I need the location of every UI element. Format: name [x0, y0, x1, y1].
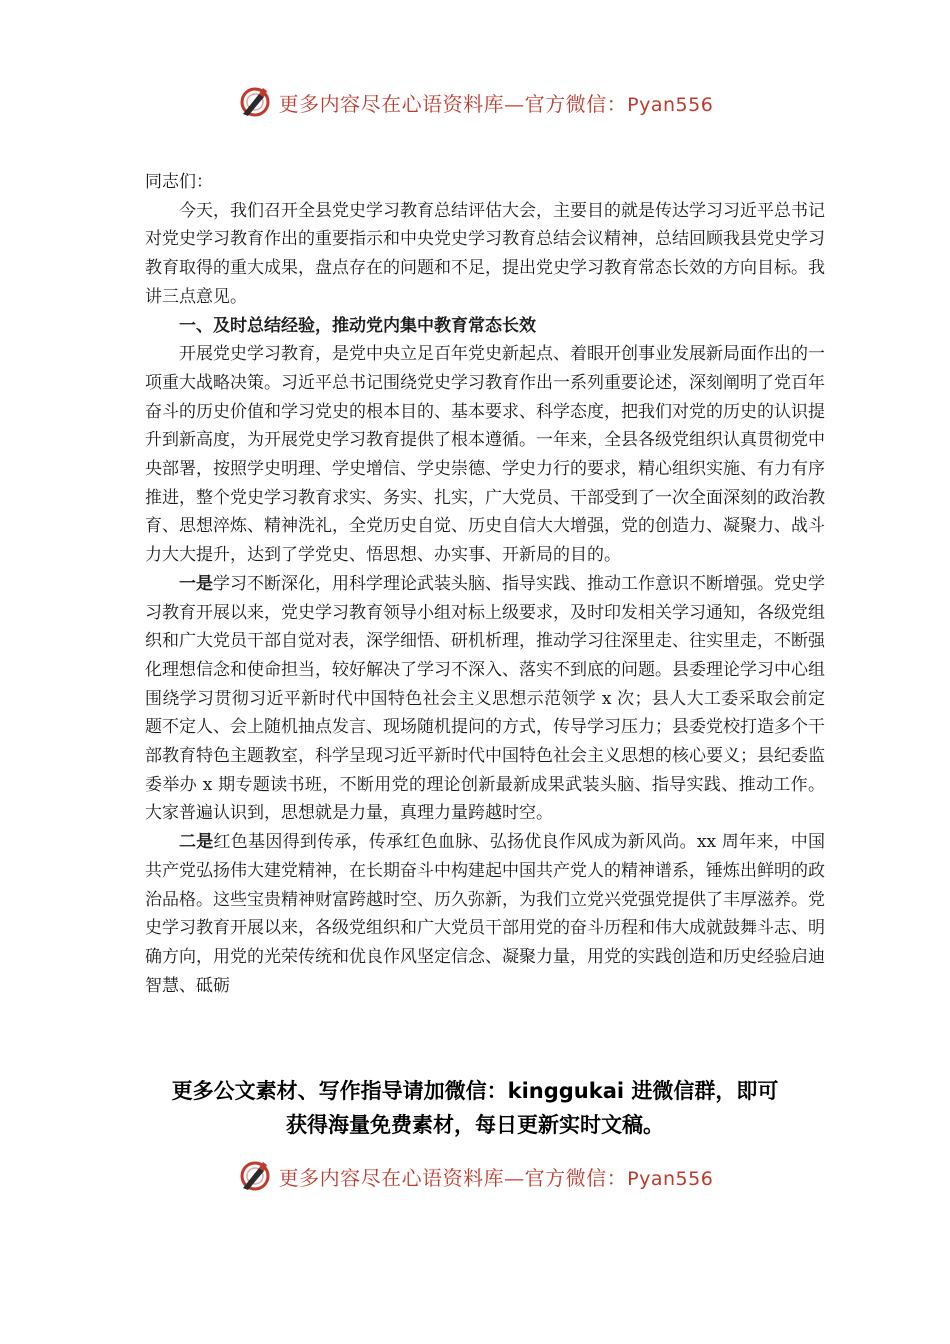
pen-circle-logo-icon [237, 1158, 273, 1194]
point-one-text: 学习不断深化，用科学理论武装头脑、指导实践、推动工作意识不断增强。党史学习教育开展以来，党史学习教育领导小组对标上级要求，及时印发相关学习通知，各级党组织和广大党员干部自觉对表，深学细悟、研机析理，推动学习往深里走、往实里走，不断强化理想信念和使命担当，较好解决了学习不深入、落实不到底的问题。县委理论学习中心组围绕学习贯彻习近平新时代中国特色社会主义思想示范领学 x 次；县人大工委采取会前定题不定人、会上随机抽点发言、现场随机提问的方式，传导学习压力；县委党校打造多个干部教育特色主题教室，科学呈现习近平新时代中国特色社会主义思想的核心要义；县纪委监委举办 x 期专题读书班，不断用党的理论创新最新成果武装头脑、指导实践、推动工作。大家普遍认识到，思想就是力量，真理力量跨越时空。 [145, 573, 825, 824]
point-one-lead: 一是 [179, 573, 213, 594]
banner-brand: Pyan556 [627, 93, 714, 116]
banner-text: 更多内容尽在心语资料库—官方微信：Pyan556 [278, 91, 714, 116]
section-heading: 一、及时总结经验，推动党内集中教育常态长效 [179, 315, 536, 336]
point-two-text: 红色基因得到传承，传承红色血脉、弘扬优良作风成为新风尚。xx 周年来，中国共产党弘扬伟大建党精神，在长期奋斗中构建起中国共产党人的精神谱系，锤炼出鲜明的政治品格。这些宝贵精神财富跨越时空、历久弥新，为我们立党兴党强党提供了丰厚滋养。党史学习教育开展以来，各级党组织和广大党员干部用党的奋斗历程和伟大成就鼓舞斗志、明确方向，用党的光荣传统和优良作风坚定信念、凝聚力量，用党的实践创造和历史经验启迪智慧、砥砺 [145, 832, 826, 996]
section-paragraph: 开展党史学习教育，是党中央立足百年党史新起点、着眼开创事业发展新局面作出的一项重大战略决策。习近平总书记围绕党史学习教育作出一系列重要论述，深刻阐明了党百年奋斗的历史价值和学习党史的根本目的、基本要求、科学态度，把我们对党的历史的认识提升到新高度，为开展党史学习教育提供了根本遵循。一年来，全县各级党组织认真贯彻党中央部署，按照学史明理、学史增信、学史崇德、学史力行的要求，精心组织实施、有力有序推进，整个党史学习教育求实、务实、扎实，广大党员、干部受到了一次全面深刻的政治教育、思想淬炼、精神洗礼，全党历史自觉、历史自信大大增强，党的创造力、凝聚力、战斗力大大提升，达到了学党史、悟思想、办实事、开新局的目的。 [145, 344, 825, 566]
intro-paragraph: 今天，我们召开全县党史学习教育总结评估大会，主要目的就是传达学习习近平总书记对党史学习教育作出的重要指示和中央党史学习教育总结会议精神，总结回顾我县党史学习教育取得的重大成果，盘点存在的问题和不足，提出党史学习教育常态长效的方向目标。我讲三点意见。 [145, 200, 825, 307]
salutation: 同志们： [145, 172, 213, 192]
footer-banner [0, 1156, 950, 1196]
banner-text: 更多内容尽在心语资料库—官方微信：Pyan556 [278, 1165, 714, 1190]
pen-circle-logo-icon [237, 84, 273, 120]
promo-line-2: 获得海量免费素材，每日更新实时文稿。 [286, 1113, 664, 1137]
point-two-lead: 二是 [179, 832, 214, 853]
point-one-paragraph [145, 570, 825, 828]
promo-line-1: 更多公文素材、写作指导请加微信：kinggukai 进微信群，即可 [171, 1079, 779, 1103]
header-banner [0, 82, 950, 122]
document-body [145, 168, 825, 1000]
banner-brand: Pyan556 [627, 1167, 714, 1190]
point-two-paragraph [145, 828, 825, 1000]
promo-notice [0, 1074, 950, 1142]
